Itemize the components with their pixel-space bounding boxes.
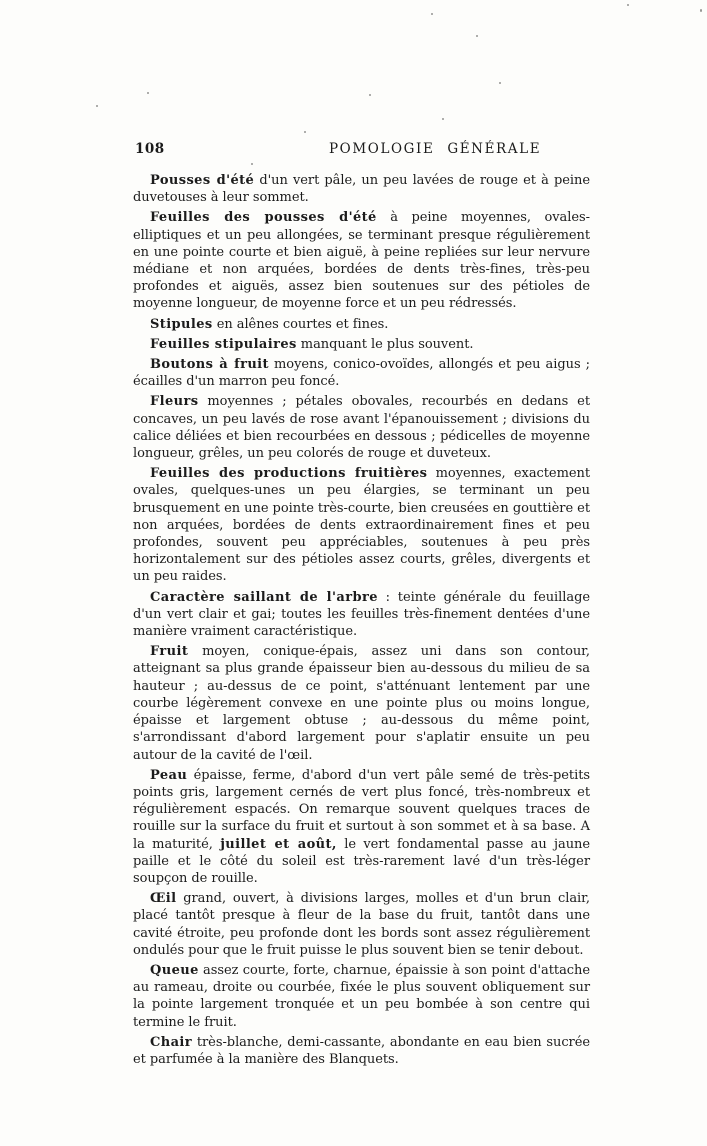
- paragraph-text: à peine moyennes, ovales-elliptiques et un peu allongées, se terminant presque régulièrement en une pointe courte et bien aiguë, à peine repliées sur leur nervure médiane et non arquées, bordées de dents très-fines, très-peu profondes et aiguës, assez bien soutenues sur des pétioles de moyenne longueur, de moyenne force et un peu rédressés.: [133, 210, 590, 312]
- paragraph-text: moyen, conique-épais, assez uni dans son contour, atteignant sa plus grande épaisseur bien au-dessous du milieu de sa hauteur ; au-dessus de ce point, s'atténuant lentement par une courbe légèrement convexe en une pointe plus ou moins longue, épaisse et largement obtuse ; au-dessous du même point, s'arrondissant d'abord largement pour s'aplatir ensuite un peu autour de la cavité de l'œil.: [133, 644, 590, 763]
- page-title: POMOLOGIE GÉNÉRALE: [329, 141, 542, 157]
- paragraph: [133, 890, 590, 959]
- paragraph-lead: Œil: [150, 891, 177, 907]
- ink-speck: [499, 82, 501, 84]
- paragraph-lead: Peau: [150, 767, 188, 783]
- paragraph: [133, 767, 590, 887]
- ink-speck: [251, 163, 253, 165]
- paragraph: [133, 465, 590, 585]
- ink-speck: [431, 13, 433, 15]
- paragraph-lead: Queue: [150, 962, 199, 978]
- ink-speck: [476, 35, 478, 37]
- paragraph-lead: Feuilles des pousses d'été: [150, 210, 377, 226]
- page-number: 108: [135, 141, 165, 157]
- paragraph-text: grand, ouvert, à divisions larges, molles et d'un brun clair, placé tantôt presque à fleur de la base du fruit, tantôt dans une cavité étroite, peu profonde dont les bords sont assez régulièrement ondulés pour que le fruit puisse le plus souvent bien se tenir debout.: [133, 891, 590, 958]
- paragraph: [133, 589, 590, 641]
- running-header: [133, 141, 590, 161]
- paragraph-text: assez courte, forte, charnue, épaissie à son point d'attache au rameau, droite ou courbée, fixée le plus souvent obliquement sur la pointe largement tronquée et un peu bombée à son centre qui termine le fruit.: [133, 962, 590, 1030]
- ink-speck: [96, 105, 98, 107]
- paragraph-text: manquant le plus souvent.: [296, 336, 474, 352]
- paragraph: [133, 356, 590, 390]
- paragraph-text: moyennes ; pétales obovales, recourbés en dedans et concaves, un peu lavés de rose avant l'épanouissement ; divisions du calice déliées et bien recourbées en dessous ; pédicelles de moyenne longueur, grêles, un peu colorés de rouge et duveteux.: [133, 394, 590, 462]
- paragraph: [133, 393, 590, 462]
- paragraph-lead: Caractère saillant de l'arbre: [150, 589, 378, 605]
- paragraph: [133, 209, 590, 312]
- paragraph-lead: juillet et août,: [220, 836, 337, 852]
- ink-speck: [700, 9, 702, 12]
- paragraph-text: moyennes, exactement ovales, quelques-unes un peu élargies, se terminant un peu brusquement en une pointe très-courte, bien creusées en gouttière et non arquées, bordées de dents extraordinairement fines et peu profondes, souvent peu appréciables, soutenues à peu près horizontalement sur des pétioles assez courts, grêles, divergents et un peu raides.: [133, 466, 590, 585]
- paragraph-lead: Feuilles des productions fruitières: [150, 466, 428, 482]
- paragraph-text: moyens, conico-ovoïdes, allongés et peu aigus ; écailles d'un marron peu foncé.: [133, 357, 590, 390]
- ink-speck: [147, 92, 149, 94]
- ink-speck: [304, 131, 306, 133]
- paragraph-text: : teinte générale du feuillage d'un vert clair et gai; toutes les feuilles très-finement dentées d'une manière vraiment caractéristique.: [133, 589, 590, 640]
- paragraph-lead: Feuilles stipulaires: [150, 336, 297, 352]
- paragraph: [133, 316, 590, 333]
- paragraph-lead: Boutons à fruit: [150, 357, 269, 373]
- paragraph-lead: Fruit: [150, 644, 189, 660]
- ink-speck: [627, 4, 629, 6]
- page-body: [133, 172, 590, 1071]
- paragraph-text: en alênes courtes et fines.: [212, 316, 389, 332]
- ink-speck: [442, 118, 444, 120]
- paragraph-text: le vert fondamental passe au jaune paille et le côté du soleil est très-rarement lavé d'un très-léger soupçon de rouille.: [133, 836, 590, 886]
- paragraph: [133, 1034, 590, 1068]
- paragraph-lead: Chair: [150, 1034, 193, 1050]
- paragraph-text: épaisse, ferme, d'abord d'un vert pâle semé de très-petits points gris, largement cernés de vert plus foncé, très-nombreux et régulièrement espacés. On remarque souvent quelques traces de rouille sur la surface du fruit et surtout à son sommet et à sa base. A la maturité,: [133, 767, 590, 852]
- paragraph-lead: Stipules: [150, 316, 213, 332]
- paragraph: [133, 336, 590, 353]
- ink-speck: [369, 94, 371, 96]
- paragraph-lead: Fleurs: [150, 394, 199, 410]
- paragraph: [133, 962, 590, 1031]
- paragraph-text: très-blanche, demi-cassante, abondante en eau bien sucrée et parfumée à la manière des Blanquets.: [133, 1034, 590, 1067]
- paragraph: [133, 643, 590, 763]
- paragraph-lead: Pousses d'été: [150, 173, 255, 188]
- paragraph: [133, 172, 590, 206]
- paragraph-text: d'un vert pâle, un peu lavées de rouge et à peine duvetouses à leur sommet.: [133, 173, 590, 206]
